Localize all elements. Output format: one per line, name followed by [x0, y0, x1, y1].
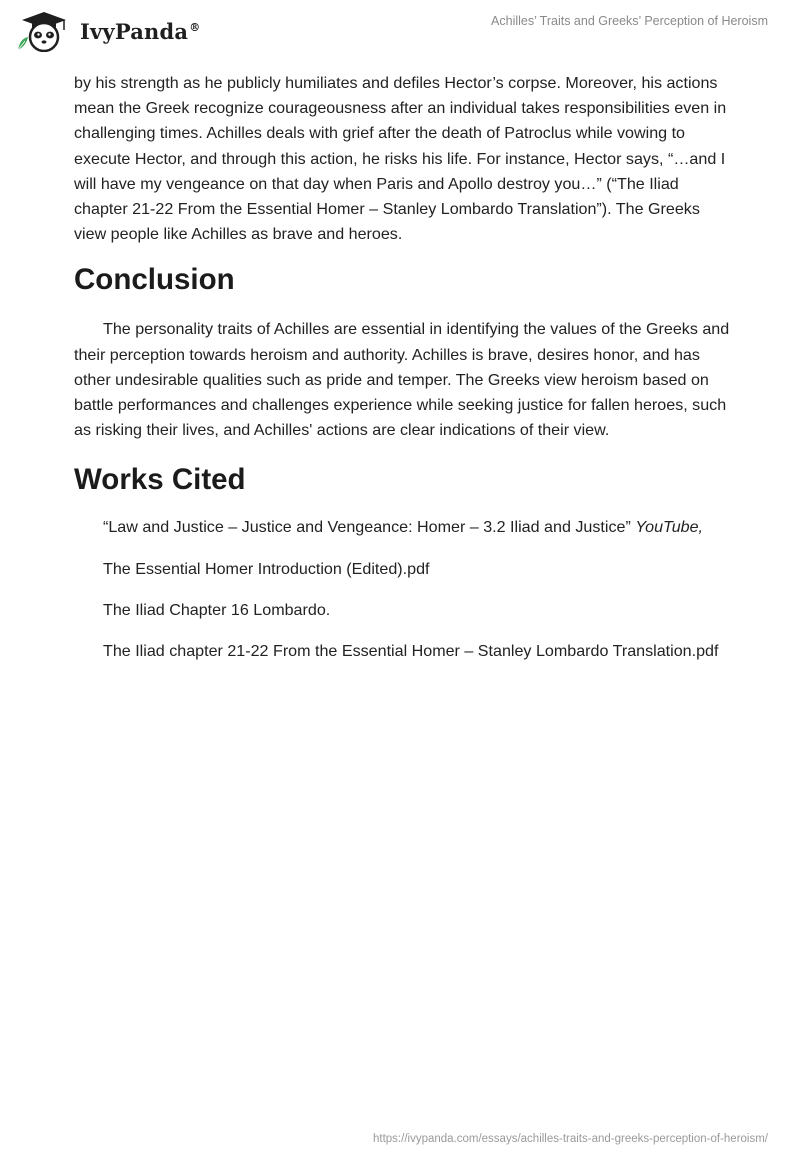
works-cited-heading: Works Cited	[74, 463, 246, 497]
citation-item: “Law and Justice – Justice and Vengeance: Homer – 3.2 Iliad and Justice” YouTube,	[103, 518, 704, 537]
body-paragraph: by his strength as he publicly humiliates and defiles Hector’s corpse. Moreover, his actions mean the Greek recognize courageousness after an individual takes responsibilities even in challenging times. Achilles deals with grief after the death of Patroclus while vowing to execute Hector, and through this action, he risks his life. For instance, Hector says, “…and I will have my vengeance on that day when Paris and Apollo destroy you…” (“The Iliad chapter 21-22 From the Essential Homer – Stanley Lombardo Translation”). The Greeks view people like Achilles as brave and heroes.	[74, 74, 727, 244]
panda-mascot-icon	[14, 10, 74, 52]
logo-wordmark: IvyPanda®	[80, 18, 201, 44]
ivypanda-logo[interactable]	[14, 10, 200, 52]
citation-item: The Iliad chapter 21-22 From the Essential Homer – Stanley Lombardo Translation.pdf	[103, 642, 719, 661]
citation-item: The Iliad Chapter 16 Lombardo.	[103, 600, 331, 619]
running-title: Achilles’ Traits and Greeks’ Perception of Heroism	[491, 14, 768, 28]
page-header	[0, 0, 800, 64]
footer-url-link[interactable]: https://ivypanda.com/essays/achilles-traits-and-greeks-perception-of-heroism/	[373, 1133, 768, 1145]
conclusion-heading: Conclusion	[74, 263, 235, 297]
citation-item: The Essential Homer Introduction (Edited).pdf	[103, 559, 430, 578]
citation-italic: YouTube,	[635, 518, 704, 537]
works-cited-list	[74, 515, 734, 664]
conclusion-paragraph: The personality traits of Achilles are essential in identifying the values of the Greeks and their perception towards heroism and authority. Achilles is brave, desires honor, and has other undesirable qualities such as pride and temper. The Greeks view heroism based on battle performances and challenges experience while seeking justice for fallen heroes, such as risking their lives, and Achilles' actions are clear indications of their view.	[74, 320, 730, 440]
essay-content	[74, 71, 734, 680]
